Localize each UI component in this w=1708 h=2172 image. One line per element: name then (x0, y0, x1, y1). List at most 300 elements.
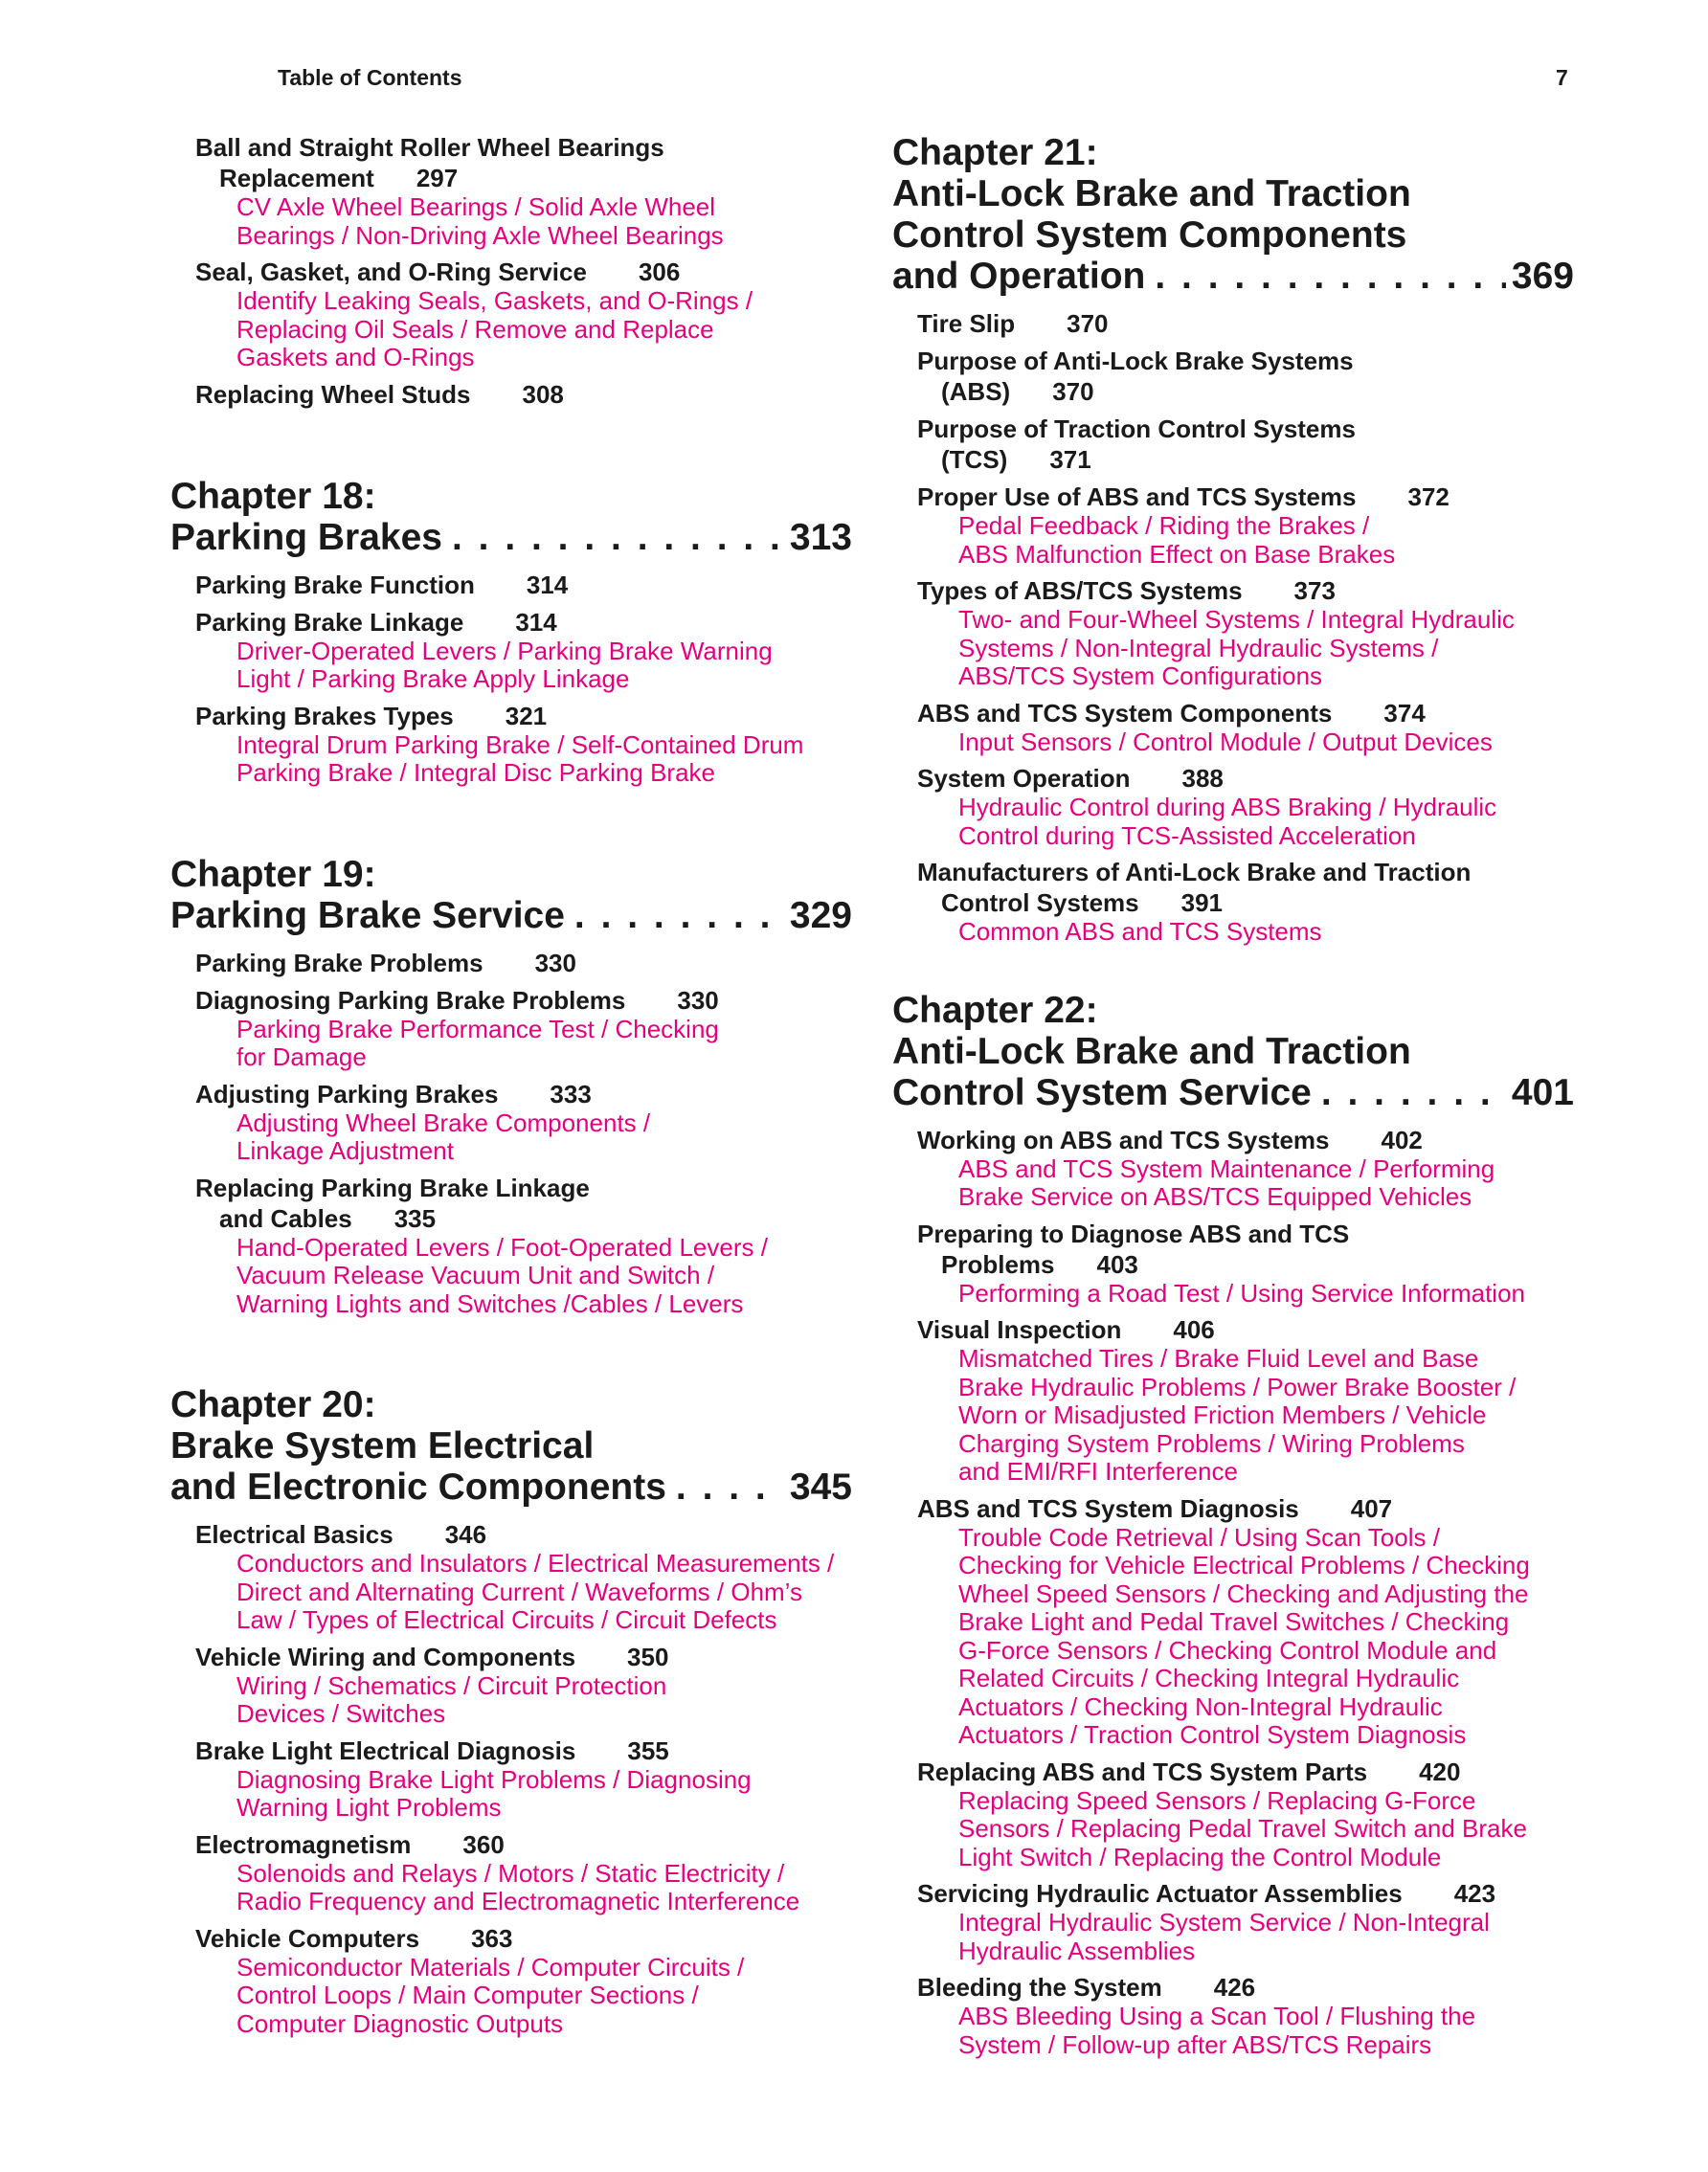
subtopic-line: Actuators / Checking Non-Integral Hydraulic (958, 1691, 1443, 1721)
toc-entry (917, 308, 1574, 339)
entry-title (917, 763, 1574, 794)
dot-leader (574, 895, 784, 936)
toc-entry (195, 1173, 852, 1319)
entry-subtopics (917, 1524, 1574, 1750)
subtopic-line: Bearings / Non-Driving Axle Wheel Bearings (236, 220, 724, 250)
entry-title (195, 1519, 852, 1550)
entry-title-text: Vehicle Wiring and Components (195, 1642, 576, 1671)
entry-subtopics (917, 1155, 1574, 1212)
entry-title-line (917, 346, 1574, 376)
entry-title-line (195, 257, 852, 287)
toc-entry (917, 1757, 1574, 1872)
toc-entry (917, 1314, 1574, 1487)
entry-title-text: Types of ABS/TCS Systems (917, 576, 1243, 605)
entry-subtopics (195, 193, 852, 250)
entry-title-text: Replacing Wheel Studs (195, 379, 471, 409)
toc-entry (917, 481, 1574, 569)
toc-entry (195, 132, 852, 250)
entry-title (195, 701, 852, 731)
toc-entry (195, 948, 852, 978)
entry-page-number: 308 (522, 379, 564, 409)
chapter-title-text: Control System Service (892, 1071, 1312, 1113)
entry-title-line (195, 570, 852, 600)
entry-title (917, 414, 1574, 475)
chapter-heading-block (892, 132, 1574, 947)
entry-page-number: 330 (677, 985, 719, 1015)
subtopic-line: ABS and TCS System Maintenance / Performing (958, 1153, 1495, 1183)
continued-entries (170, 132, 852, 410)
entry-title (195, 948, 852, 978)
subtopic-line: Diagnosing Brake Light Problems / Diagnosing (236, 1764, 752, 1794)
subtopic-line: G-Force Sensors / Checking Control Module and (958, 1635, 1497, 1665)
entry-title-text: Diagnosing Parking Brake Problems (195, 985, 626, 1015)
toc-entry (195, 570, 852, 600)
chapter-title-line (170, 1425, 852, 1467)
entry-title (917, 308, 1574, 339)
dot-leader (1321, 1072, 1506, 1113)
entry-title (917, 1972, 1574, 2003)
chapter-title-text: Chapter 22: (892, 989, 1098, 1031)
entry-title-line (195, 1203, 852, 1234)
subtopic-line: ABS/TCS System Configurations (958, 661, 1323, 690)
entry-page-number: 388 (1181, 764, 1224, 793)
entry-title-line (917, 1757, 1574, 1787)
entry-title-line (195, 701, 852, 731)
entry-title-text: ABS and TCS System Diagnosis (917, 1493, 1299, 1523)
entry-title-line (917, 857, 1574, 887)
entry-title-text: and Cables (219, 1203, 352, 1233)
entry-title-text: (ABS) (941, 377, 1011, 406)
entry-page-number: 407 (1350, 1493, 1393, 1523)
entry-title-line (917, 444, 1574, 475)
toc-entry (917, 1972, 1574, 2059)
entry-page-number: 373 (1293, 576, 1336, 605)
spacer (170, 795, 852, 854)
entry-page-number: 420 (1419, 1757, 1461, 1786)
chapter-label (170, 476, 852, 517)
entry-title-text: Purpose of Traction Control Systems (917, 414, 1356, 443)
entry-subtopics (917, 2003, 1574, 2059)
entry-page-number: 306 (638, 258, 681, 286)
toc-entry (917, 1493, 1574, 1750)
entry-page-number: 330 (534, 948, 576, 977)
chapter-title-text: Parking Brake Service (170, 894, 565, 936)
entry-title-line (917, 1878, 1574, 1909)
toc-left-column (170, 132, 852, 2045)
chapter-title-text: Chapter 19: (170, 853, 376, 895)
subtopic-line: Performing a Road Test / Using Service Information (958, 1278, 1526, 1308)
entry-title-text: Control Systems (941, 888, 1139, 917)
entry-page-number: 370 (1067, 309, 1109, 338)
entry-title-text: Purpose of Anti-Lock Brake Systems (917, 347, 1354, 375)
chapter-title-line (892, 1072, 1574, 1113)
entry-title (917, 1314, 1574, 1345)
chapter-entries (170, 1519, 852, 2038)
chapter-heading-block (170, 854, 852, 1319)
subtopic-line: Related Circuits / Checking Integral Hydraulic (958, 1664, 1460, 1692)
entry-page-number: 346 (444, 1520, 487, 1549)
chapter-label (892, 990, 1574, 1031)
entry-title-line (917, 1493, 1574, 1524)
entry-title-line (195, 163, 852, 193)
subtopic-line: Replacing Oil Seals / Remove and Replace (236, 314, 714, 344)
chapter-entries (170, 570, 852, 788)
toc-entry (917, 575, 1574, 691)
entry-page-number: 297 (416, 164, 459, 192)
chapter-title-text: Control System Components (892, 214, 1407, 256)
toc-entry (195, 379, 852, 410)
entry-subtopics (195, 1016, 852, 1072)
entry-title-text: Parking Brake Problems (195, 948, 483, 977)
entry-subtopics (195, 1954, 852, 2039)
entry-title-text: Replacing Parking Brake Linkage (195, 1173, 590, 1202)
toc-entry (195, 1829, 852, 1916)
subtopic-line: Brake Service on ABS/TCS Equipped Vehicles (958, 1182, 1472, 1211)
subtopic-line: Warning Light Problems (236, 1793, 502, 1822)
entry-title-text: Preparing to Diagnose ABS and TCS (917, 1219, 1350, 1248)
dot-leader (676, 1467, 784, 1508)
entry-title (917, 1757, 1574, 1787)
entry-page-number: 371 (1049, 445, 1091, 474)
subtopic-line: Devices / Switches (236, 1699, 446, 1728)
subtopic-line: Identify Leaking Seals, Gaskets, and O-Rings / (236, 286, 753, 315)
chapter-label (892, 132, 1574, 173)
entry-page-number: 423 (1453, 1879, 1496, 1908)
chapter-label (170, 854, 852, 895)
subtopic-line: Integral Hydraulic System Service / Non-Integral (958, 1908, 1490, 1937)
entry-title (195, 1173, 852, 1234)
chapter-title-text: Parking Brakes (170, 516, 442, 558)
subtopic-line: Conductors and Insulators / Electrical Measurements / (236, 1549, 835, 1578)
subtopic-line: Gaskets and O-Rings (236, 343, 475, 371)
running-header-title: Table of Contents (278, 65, 462, 90)
entry-title-text: Adjusting Parking Brakes (195, 1079, 499, 1108)
entry-page-number: 335 (393, 1203, 437, 1233)
subtopic-line: Control during TCS-Assisted Acceleration (958, 820, 1416, 850)
spacer (170, 416, 852, 476)
entry-title-text: Parking Brake Linkage (195, 607, 464, 637)
toc-entry (917, 857, 1574, 947)
subtopic-line: for Damage (236, 1042, 367, 1071)
entry-page-number: 321 (505, 701, 548, 730)
chapter-entries (892, 1125, 1574, 2060)
entry-title-text: Manufacturers of Anti-Lock Brake and Traction (917, 858, 1472, 886)
entry-subtopics (195, 731, 852, 788)
subtopic-line: Integral Drum Parking Brake / Self-Contained Drum (236, 729, 804, 759)
chapter-title-line (892, 214, 1574, 256)
entry-subtopics (917, 1280, 1574, 1309)
toc-entry (917, 1125, 1574, 1212)
entry-title-text: Ball and Straight Roller Wheel Bearings (195, 133, 664, 162)
subtopic-line: Light Switch / Replacing the Control Module (958, 1842, 1442, 1871)
entry-page-number: 314 (526, 570, 569, 599)
subtopic-line: Charging System Problems / Wiring Problems (958, 1428, 1465, 1458)
entry-title (195, 132, 852, 193)
entry-title-line (195, 1079, 852, 1109)
subtopic-line: Parking Brake Performance Test / Checking (236, 1014, 719, 1043)
entry-title (195, 257, 852, 287)
subtopic-line: System / Follow-up after ABS/TCS Repairs (958, 2029, 1432, 2059)
entry-page-number: 363 (471, 1923, 513, 1953)
entry-title (917, 698, 1574, 728)
entry-title-text: Brake Light Electrical Diagnosis (195, 1735, 576, 1765)
entry-subtopics (917, 606, 1574, 691)
entry-subtopics (917, 512, 1574, 569)
entry-title-line (917, 887, 1574, 918)
chapter-title-text: Chapter 20: (170, 1384, 376, 1425)
subtopic-line: CV Axle Wheel Bearings / Solid Axle Wheel (236, 192, 716, 221)
entry-title-line (195, 948, 852, 978)
entry-title (917, 857, 1574, 918)
subtopic-line: ABS Bleeding Using a Scan Tool / Flushing the (958, 2002, 1476, 2030)
entry-subtopics (195, 287, 852, 372)
entry-subtopics (195, 1766, 852, 1823)
subtopic-line: Brake Hydraulic Problems / Power Brake Booster / (958, 1372, 1517, 1401)
toc-entry (917, 414, 1574, 475)
entry-title-line (195, 607, 852, 638)
entry-page-number: 314 (515, 607, 557, 637)
subtopic-line: Hydraulic Assemblies (958, 1936, 1196, 1965)
entry-title-line (917, 698, 1574, 728)
subtopic-line: Direct and Alternating Current / Waveforms / Ohm’s (236, 1577, 802, 1606)
chapter-title-text: and Operation (892, 256, 1146, 297)
entry-title-text: Electrical Basics (195, 1520, 393, 1549)
chapter-heading-block (170, 1384, 852, 2038)
entry-subtopics (195, 1550, 852, 1635)
entry-page-number: 370 (1052, 377, 1094, 406)
entry-title (917, 346, 1574, 407)
chapter-title-text: Chapter 18: (170, 475, 376, 517)
toc-entry (917, 1219, 1574, 1309)
entry-title (195, 607, 852, 638)
subtopic-line: Linkage Adjustment (236, 1136, 454, 1165)
entry-title-text: Vehicle Computers (195, 1923, 420, 1953)
entry-title-line (195, 1735, 852, 1766)
entry-title-line (917, 481, 1574, 512)
chapter-title-line (892, 173, 1574, 214)
subtopic-line: Radio Frequency and Electromagnetic Interference (236, 1887, 800, 1915)
chapter-title-text: and Electronic Components (170, 1467, 666, 1508)
subtopic-line: Systems / Non-Integral Hydraulic Systems / (958, 633, 1439, 662)
entry-page-number: 402 (1381, 1125, 1423, 1154)
entry-page-number: 406 (1173, 1315, 1215, 1344)
entry-title-line (917, 763, 1574, 794)
entry-title-text: Replacing ABS and TCS System Parts (917, 1757, 1368, 1786)
chapter-heading-block (170, 476, 852, 788)
toc-entry (195, 1079, 852, 1166)
toc-entry (917, 698, 1574, 757)
entry-title-text: (TCS) (941, 445, 1008, 474)
chapter-title-line (170, 895, 852, 936)
chapter-entries (170, 948, 852, 1319)
entry-page-number: 360 (462, 1829, 505, 1859)
entry-title-line (195, 1173, 852, 1203)
subtopic-line: Warning Lights and Switches /Cables / Levers (236, 1288, 744, 1318)
toc-entry (195, 1519, 852, 1635)
subtopic-line: Mismatched Tires / Brake Fluid Level and Base (958, 1344, 1479, 1373)
subtopic-line: Hand-Operated Levers / Foot-Operated Levers / (236, 1232, 768, 1262)
entry-title-line (195, 1642, 852, 1672)
chapter-title-text: Brake System Electrical (170, 1425, 595, 1467)
subtopic-line: Light / Parking Brake Apply Linkage (236, 664, 630, 693)
entry-subtopics (195, 1860, 852, 1916)
entry-title (195, 570, 852, 600)
chapter-entries (892, 308, 1574, 947)
chapter-title-text: Anti-Lock Brake and Traction (892, 173, 1411, 214)
page-number: 7 (1556, 65, 1568, 90)
entry-title (917, 1878, 1574, 1909)
entry-title (917, 575, 1574, 606)
entry-title-text: Working on ABS and TCS Systems (917, 1125, 1330, 1154)
entry-title (917, 1219, 1574, 1280)
entry-subtopics (195, 1672, 852, 1729)
entry-title-line (917, 1314, 1574, 1345)
chapter-page-number: 329 (789, 894, 852, 936)
spacer (170, 1325, 852, 1384)
chapter-title-text: Chapter 21: (892, 132, 1098, 173)
entry-title (195, 1642, 852, 1672)
chapter-page-number: 369 (1511, 256, 1574, 297)
entry-title-line (917, 1219, 1574, 1249)
entry-title-line (917, 414, 1574, 444)
subtopic-line: Control Loops / Main Computer Sections / (236, 1981, 699, 2009)
subtopic-line: Wheel Speed Sensors / Checking and Adjusting the (958, 1579, 1529, 1608)
toc-entry (917, 346, 1574, 407)
page-header (0, 65, 1708, 96)
entry-title (195, 985, 852, 1016)
entry-subtopics (917, 728, 1574, 757)
entry-title-text: ABS and TCS System Components (917, 698, 1333, 728)
entry-title (195, 379, 852, 410)
entry-title-text: Parking Brake Function (195, 570, 475, 599)
subtopic-line: Trouble Code Retrieval / Using Scan Tools / (958, 1522, 1440, 1552)
entry-page-number: 355 (627, 1735, 669, 1765)
chapter-heading-block (892, 990, 1574, 2060)
chapter-title-line (170, 1467, 852, 1508)
entry-title-line (195, 1923, 852, 1954)
entry-page-number: 372 (1407, 482, 1450, 511)
subtopic-line: Actuators / Traction Control System Diagnosis (958, 1720, 1467, 1749)
entry-subtopics (195, 638, 852, 694)
spacer (892, 953, 1574, 990)
dot-leader (452, 517, 784, 558)
entry-title (917, 1125, 1574, 1155)
toc-entry (195, 985, 852, 1072)
entry-title-line (917, 575, 1574, 606)
entry-title-text: Bleeding the System (917, 1973, 1162, 2002)
dot-leader (1155, 256, 1506, 297)
entry-title-text: System Operation (917, 764, 1131, 793)
subtopic-line: Replacing Speed Sensors / Replacing G-Force (958, 1785, 1476, 1815)
entry-title-text: Parking Brakes Types (195, 701, 454, 730)
entry-title-text: Electromagnetism (195, 1829, 412, 1859)
subtopic-line: Driver-Operated Levers / Parking Brake Warning (236, 636, 773, 665)
entry-title (195, 1923, 852, 1954)
subtopic-line: ABS Malfunction Effect on Base Brakes (958, 539, 1396, 569)
subtopic-line: Sensors / Replacing Pedal Travel Switch and Brake (958, 1814, 1527, 1843)
entry-title-line (917, 308, 1574, 339)
entry-title-line (917, 1125, 1574, 1155)
entry-title-text: Replacement (219, 164, 374, 192)
entry-subtopics (195, 1109, 852, 1166)
entry-subtopics (917, 918, 1574, 947)
chapter-page-number: 401 (1511, 1071, 1574, 1113)
entry-page-number: 391 (1180, 888, 1223, 917)
toc-entry (195, 1735, 852, 1823)
subtopic-line: Computer Diagnostic Outputs (236, 2008, 564, 2038)
toc-entry (195, 1642, 852, 1729)
entry-title-line (195, 1519, 852, 1550)
entry-page-number: 426 (1213, 1973, 1256, 2002)
entry-title (195, 1079, 852, 1109)
entry-title (195, 1829, 852, 1860)
entry-title-line (195, 132, 852, 163)
subtopic-line: Semiconductor Materials / Computer Circuits / (236, 1952, 745, 1982)
subtopic-line: Parking Brake / Integral Disc Parking Brake (236, 758, 715, 787)
toc-entry (917, 763, 1574, 850)
chapter-title-line (892, 1031, 1574, 1072)
subtopic-line: Solenoids and Relays / Motors / Static Electricity / (236, 1858, 785, 1888)
entry-subtopics (195, 1234, 852, 1319)
subtopic-line: and EMI/RFI Interference (958, 1457, 1238, 1486)
subtopic-line: Common ABS and TCS Systems (958, 917, 1322, 946)
subtopic-line: Two- and Four-Wheel Systems / Integral Hydraulic (958, 605, 1515, 634)
toc-right-column (892, 132, 1574, 2066)
entry-title-text: Problems (941, 1249, 1055, 1279)
toc-entry (917, 1878, 1574, 1965)
entry-title (917, 1493, 1574, 1524)
entry-title-line (195, 1829, 852, 1860)
entry-title-line (917, 376, 1574, 407)
subtopic-line: Hydraulic Control during ABS Braking / Hydraulic (958, 793, 1497, 821)
entry-title-line (917, 1972, 1574, 2003)
toc-entry (195, 607, 852, 694)
subtopic-line: Brake Light and Pedal Travel Switches / Checking (958, 1607, 1510, 1636)
entry-title-text: Servicing Hydraulic Actuator Assemblies (917, 1879, 1403, 1908)
entry-title (195, 1735, 852, 1766)
entry-page-number: 333 (550, 1079, 592, 1108)
toc-entry (195, 1923, 852, 2039)
entry-title-line (195, 379, 852, 410)
entry-title-text: Visual Inspection (917, 1315, 1122, 1344)
entry-title-line (917, 1249, 1574, 1280)
subtopic-line: Adjusting Wheel Brake Components / (236, 1108, 651, 1137)
chapter-title-line (170, 517, 852, 558)
subtopic-line: Pedal Feedback / Riding the Brakes / (958, 511, 1370, 540)
entry-title-text: Tire Slip (917, 309, 1016, 338)
toc-entry (195, 257, 852, 372)
entry-title-text: Seal, Gasket, and O-Ring Service (195, 258, 587, 286)
entry-title-line (195, 985, 852, 1016)
chapter-page-number: 345 (789, 1467, 852, 1508)
entry-subtopics (917, 1787, 1574, 1872)
entry-title (917, 481, 1574, 512)
entry-page-number: 350 (627, 1642, 669, 1671)
toc-entry (195, 701, 852, 788)
subtopic-line: Vacuum Release Vacuum Unit and Switch / (236, 1261, 715, 1289)
entry-subtopics (917, 794, 1574, 850)
chapter-title-line (892, 256, 1574, 297)
entry-page-number: 374 (1383, 698, 1426, 728)
chapter-label (170, 1384, 852, 1425)
subtopic-line: Checking for Vehicle Electrical Problems / Checking (958, 1551, 1530, 1579)
subtopic-line: Worn or Misadjusted Friction Members / Vehicle (958, 1400, 1487, 1429)
entry-subtopics (917, 1909, 1574, 1965)
chapter-title-text: Anti-Lock Brake and Traction (892, 1030, 1411, 1072)
subtopic-line: Wiring / Schematics / Circuit Protection (236, 1670, 667, 1700)
entry-title-text: Proper Use of ABS and TCS Systems (917, 482, 1357, 511)
entry-page-number: 403 (1096, 1249, 1138, 1279)
